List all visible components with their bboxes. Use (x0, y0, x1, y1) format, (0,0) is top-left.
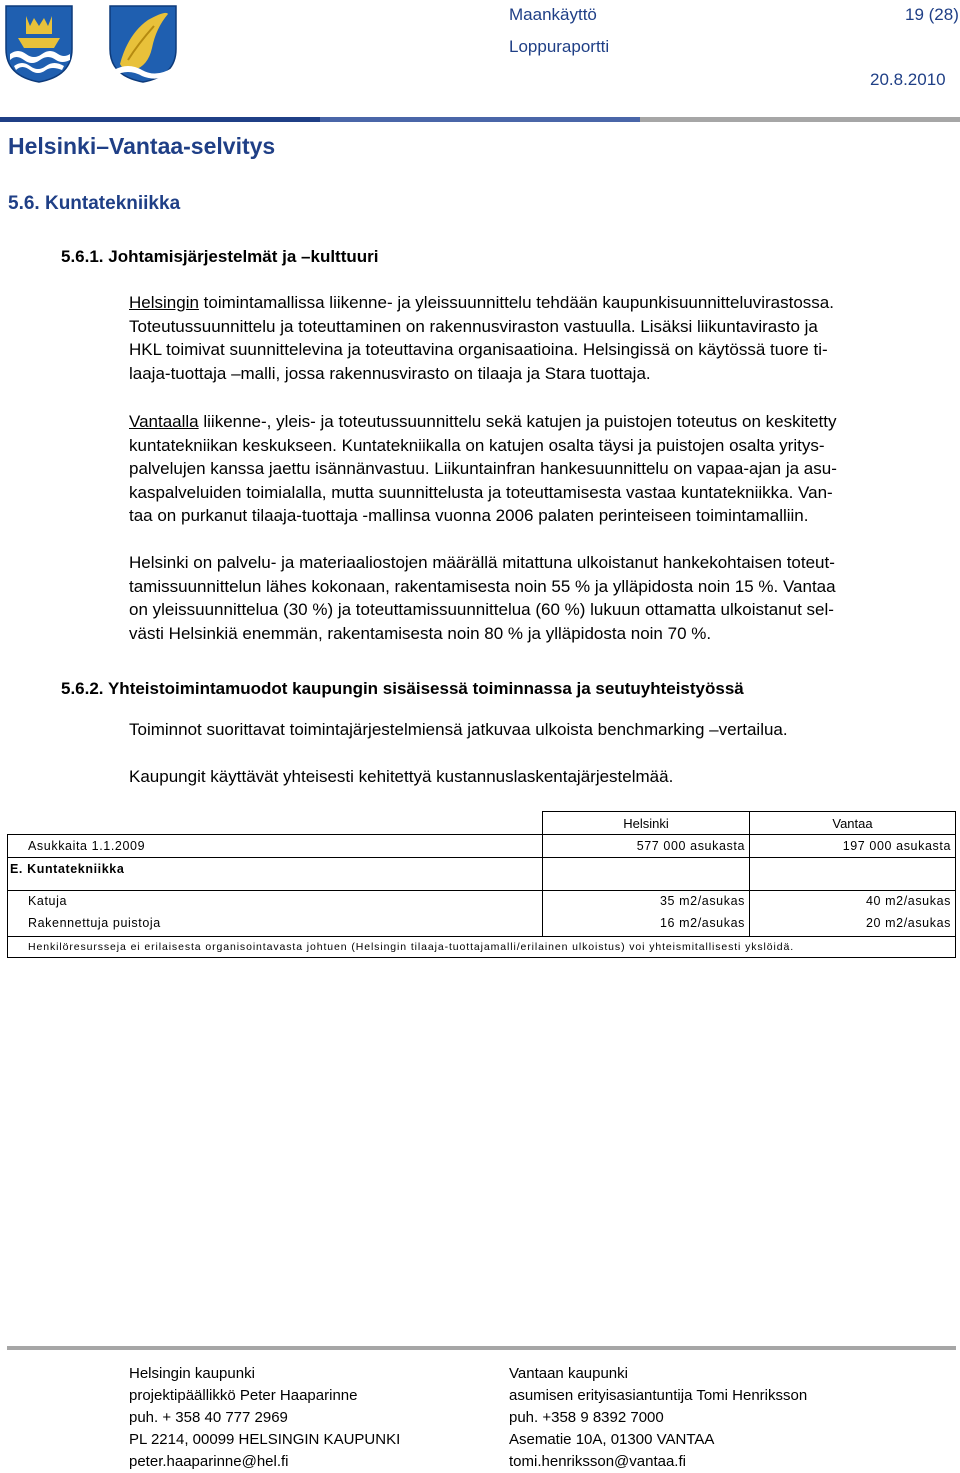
vantaa-crest-icon (108, 4, 178, 84)
subsection-heading-1 (61, 247, 378, 267)
footer-org: Helsingin kaupunki (129, 1365, 255, 1382)
paragraph-benchmarking: Toiminnot suorittavat toimintajärjestelmiensä jatkuvaa ulkoista benchmarking –vertailua. (129, 720, 788, 739)
footer-phone: puh. + 358 40 777 2969 (129, 1409, 288, 1426)
table-rule (7, 890, 956, 891)
paragraph-line: Helsingin toimintamallissa liikenne- ja yleissuunnittelu tehdään kaupunkisuunnitteluvirastossa. (129, 293, 834, 312)
header-stripe-blue (0, 117, 320, 122)
helsinki-crest-icon (4, 4, 74, 84)
subsection-number: 5.6.2. (61, 679, 104, 698)
paragraph-vantaa-model (129, 410, 929, 528)
paragraph-line: palvelujen kanssa jaettu isännänvastuu. Liikuntainfran hankesuunnittelu on vapaa-ajan ja asu- (129, 459, 837, 478)
footer-org: Vantaan kaupunki (509, 1365, 628, 1382)
paragraph-line: laaja-tuottaja –malli, jossa rakennusvirasto on tilaaja ja Stara tuottaja. (129, 363, 651, 383)
table-note: Henkilöresursseja ei erilaisesta organisointavasta johtuen (Helsingin tilaaja-tuottajamalli/erilainen ulkoistus) voi yhteismitallisesti ykslöidä. (28, 941, 795, 953)
table-cell: 16 m2/asukas (659, 916, 745, 930)
page-title: Helsinki–Vantaa-selvitys (8, 133, 276, 159)
paragraph-cost-system: Kaupungit käyttävät yhteisesti kehitettyä kustannuslaskentajärjestelmää. (129, 767, 674, 786)
footer-person: projektipäällikkö Peter Haaparinne (129, 1387, 358, 1404)
table-row-label: E. Kuntatekniikka (10, 862, 125, 876)
table-rule (7, 834, 8, 958)
footer-address: PL 2214, 00099 HELSINGIN KAUPUNKI (129, 1431, 401, 1448)
table-cell: 20 m2/asukas (865, 916, 951, 930)
footer-phone: puh. +358 9 8392 7000 (509, 1409, 664, 1426)
section-number: 5.6. (8, 193, 40, 214)
vantaa-link[interactable]: Vantaalla (129, 412, 199, 431)
page-number: 19 (28) (905, 5, 959, 24)
footer-email[interactable]: tomi.henriksson@vantaa.fi (509, 1453, 686, 1470)
table-rule (7, 957, 956, 958)
subsection-title: Yhteistoimintamuodot kaupungin sisäisessä toiminnassa ja seutuyhteistyössä (107, 679, 744, 698)
paragraph-line: tamissuunnittelun lähes kokonaan, rakentamisesta noin 55 % ja ylläpidosta noin 15 %. Vantaa (129, 576, 836, 596)
subsection-number: 5.6.1. (61, 247, 104, 266)
column-header-helsinki: Helsinki (623, 816, 669, 831)
footer-rule (7, 1346, 956, 1350)
paragraph-line: taa on purkanut tilaaja-tuottaja -mallinsa vuonna 2006 palaten perinteiseen toimintamalliin. (129, 506, 809, 525)
table-cell: 577 000 asukasta (636, 839, 745, 853)
table-rule (955, 811, 956, 958)
paragraph-line: kaspalveluiden toimialalla, mutta suunnittelusta ja toteuttamisesta vastaa kuntatekniikka. Van- (129, 482, 833, 502)
header-stripe-gray (640, 117, 960, 122)
table-cell: 35 m2/asukas (659, 894, 745, 908)
table-cell: 197 000 asukasta (842, 839, 951, 853)
paragraph-line: västi Helsinkiä enemmän, rakentamisesta noin 80 % ja ylläpidosta noin 70 %. (129, 623, 712, 643)
footer-vantaa-contact (509, 1363, 807, 1473)
paragraph-line: Helsinki on palvelu- ja materiaaliostojen määrällä mitattuna ulkoistanut hankekohtaisen toteut- (129, 553, 835, 572)
helsinki-link[interactable]: Helsingin (129, 293, 199, 312)
section-heading (8, 193, 180, 215)
section-title: Kuntatekniikka (44, 193, 181, 214)
paragraph-helsinki-model (129, 291, 929, 385)
header-stripe-mid (320, 117, 640, 122)
table-rule (7, 936, 956, 937)
column-header-vantaa: Vantaa (832, 816, 873, 831)
table-row-label: Asukkaita 1.1.2009 (28, 839, 146, 853)
paragraph-outsourcing (129, 551, 929, 645)
table-row-label: Rakennettuja puistoja (28, 916, 161, 930)
footer-helsinki-contact (129, 1363, 400, 1473)
table-cell: 40 m2/asukas (865, 894, 951, 908)
paragraph-line: Vantaalla liikenne-, yleis- ja toteutussuunnittelu sekä katujen ja puistojen toteutus on keskitetty (129, 412, 837, 431)
table-rule (7, 857, 956, 858)
footer-email[interactable]: peter.haaparinne@hel.fi (129, 1453, 289, 1470)
paragraph-line: on yleissuunnittelua (30 %) ja toteuttamissuunnittelua (60 %) lukuun ottamatta ulkoistanut sel- (129, 600, 834, 619)
subsection-title: Johtamisjärjestelmät ja –kulttuuri (108, 247, 379, 266)
footer-address: Asematie 10A, 01300 VANTAA (509, 1431, 715, 1448)
subsection-heading-2 (61, 679, 744, 699)
paragraph-line: HKL toimivat suunnittelevina ja toteuttavina organisaatioina. Helsingissä on käytössä tuore ti- (129, 340, 828, 359)
paragraph-line: kuntatekniikan keskukseen. Kuntatekniikalla on katujen osalta täysi ja puistojen osalta yritys- (129, 435, 825, 455)
footer-person: asumisen erityisasiantuntija Tomi Henriksson (509, 1387, 808, 1404)
doc-date: 20.8.2010 (870, 70, 946, 89)
table-rule (7, 834, 956, 835)
doc-subtitle: Loppuraportti (509, 37, 610, 56)
paragraph-line: Toteutussuunnittelu ja toteuttaminen on rakennusviraston vastuulla. Lisäksi liikuntavirasto ja (129, 316, 818, 336)
table-row-label: Katuja (28, 894, 68, 908)
doc-title: Maankäyttö (509, 5, 597, 24)
